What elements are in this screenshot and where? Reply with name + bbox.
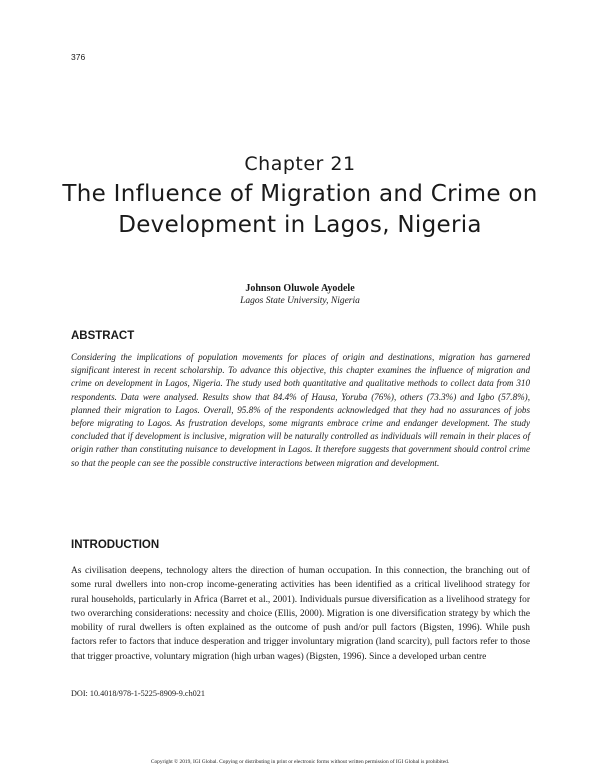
introduction-text: As civilisation deepens, technology alters the direction of human occupation. In this connection, the branching out of some rural dwellers into non-crop income-generating activities has been identified as a critical livelihood strategy for rural households, particularly in Africa (Barret et al., 2001). Individuals pursue diversification as a livelihood strategy for two overarching considerations: necessity and choice (Ellis, 2000). Migration is one diversification strategy by which the mobility of rural dwellers is often explained as the outcome of push and/or pull factors (Bigsten, 1996). While push factors refer to factors that induce desperation and trigger involuntary migration (land scarcity), pull factors refer to those that trigger proactive, voluntary migration (high urban wages) (Bigsten, 1996). Since a developed urban centre: [71, 566, 530, 662]
abstract-text: Considering the implications of population movements for places of origin and destinations, migration has garnered significant interest in recent scholarship. To advance this objective, this chapter examines the influence of migration and crime on development in Lagos, Nigeria. The study used both quantitative and qualitative methods to collect data from 310 respondents. Data were analysed. Results show that 84.4% of Hausa, Yoruba (76%), others (73.3%) and Igbo (57.8%), planned their migration to Lagos. Overall, 95.8% of the respondents acknowledged that they had no assurances of jobs before migrating to Lagos. As frustration develops, some migrants embrace crime and endanger development. The study concluded that if development is inclusive, migration will be naturally controlled as individuals will remain in their places of origin rather than constituting nuisance to development in Lagos. It therefore suggests that government should control crime so that the people can see the possible constructive interactions between migration and development.: [71, 352, 530, 468]
author-affiliation: Lagos State University, Nigeria: [240, 296, 360, 306]
chapter-title: The Influence of Migration and Crime on Development in Lagos, Nigeria: [62, 181, 538, 238]
doi: DOI: 10.4018/978-1-5225-8909-9.ch021: [71, 689, 205, 698]
copyright-notice: Copyright © 2019, IGI Global. Copying or distributing in print or electronic forms without written permission of IGI Global is prohibited.: [150, 759, 450, 765]
introduction-heading: INTRODUCTION: [71, 539, 160, 551]
chapter-label: Chapter 21: [244, 153, 356, 175]
author-name: Johnson Oluwole Ayodele: [245, 283, 355, 294]
page-number: 376: [71, 52, 86, 62]
abstract-heading: ABSTRACT: [71, 330, 135, 342]
